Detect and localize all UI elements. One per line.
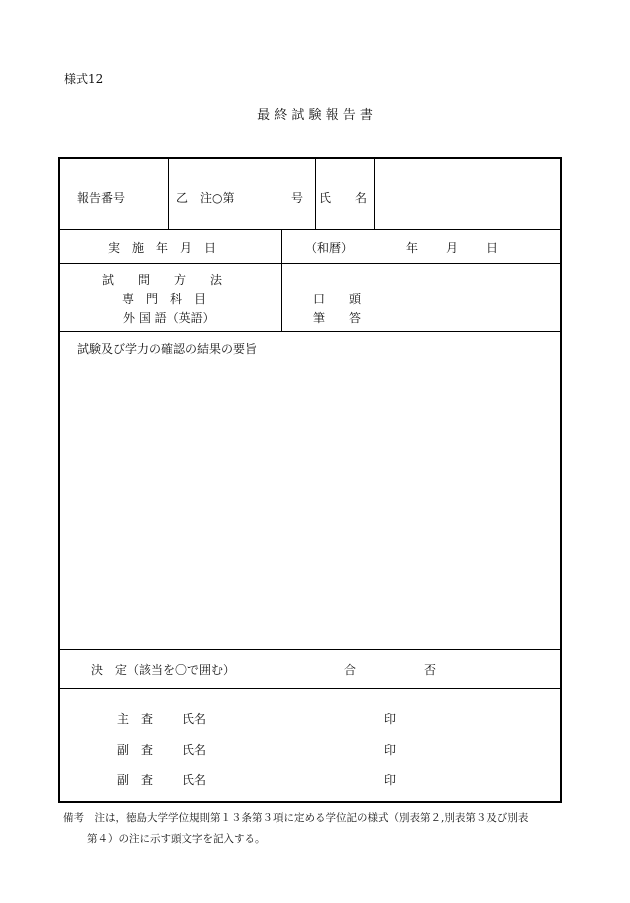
examiner-role: 副 査 — [117, 743, 154, 757]
form-number: 様式12 — [64, 72, 104, 86]
date-day: 日 — [486, 241, 499, 255]
seal-mark: 印 — [384, 712, 397, 726]
date-era: （和暦） — [305, 241, 354, 255]
date-year: 年 — [406, 241, 419, 255]
row-divider — [60, 229, 560, 230]
method-label: 試 問 方 法 — [102, 273, 223, 287]
col-divider — [315, 159, 316, 229]
written-label: 筆 答 — [313, 311, 362, 325]
document-title: 最 終 試 験 報 告 書 — [257, 108, 373, 123]
foreign-language-label: 外 国 語（英語） — [123, 311, 215, 325]
row-divider — [60, 649, 560, 650]
report-number-suffix: 号 — [291, 191, 304, 205]
footnote-line-2: 第４）の注に示す頭文字を記入する。 — [87, 833, 266, 845]
col-divider — [374, 159, 375, 229]
name-field[interactable] — [380, 181, 555, 209]
examiner-role: 主 査 — [117, 712, 154, 726]
examiner-name-label: 氏名 — [182, 773, 207, 787]
row-divider — [60, 688, 560, 689]
row-divider — [60, 263, 560, 264]
col-divider — [281, 229, 282, 331]
seal-mark: 印 — [384, 773, 397, 787]
summary-label: 試験及び学力の確認の結果の要旨 — [77, 342, 258, 356]
examiner-name-label: 氏名 — [182, 743, 207, 757]
report-table — [58, 157, 562, 803]
footnote-line-1: 備考 注は，徳島大学学位規則第１３条第３項に定める学位記の様式（別表第２,別表第３及び別表 — [63, 812, 529, 824]
date-row-label: 実 施 年 月 日 — [108, 241, 217, 255]
name-label: 氏 名 — [319, 191, 368, 205]
summary-area[interactable] — [70, 359, 550, 639]
examiner-role: 副 査 — [117, 773, 154, 787]
seal-mark: 印 — [384, 743, 397, 757]
row-divider — [60, 331, 560, 332]
decision-fail[interactable]: 否 — [424, 663, 437, 677]
oral-label: 口 頭 — [313, 292, 362, 306]
report-number-prefix: 乙 注○第 — [176, 191, 235, 205]
decision-pass[interactable]: 合 — [344, 663, 357, 677]
report-number-label: 報告番号 — [77, 191, 126, 205]
date-month: 月 — [446, 241, 459, 255]
decision-label: 決 定（該当を〇で囲む） — [91, 663, 236, 677]
specialty-label: 専 門 科 目 — [122, 292, 207, 306]
col-divider — [168, 159, 169, 229]
examiner-name-label: 氏名 — [182, 712, 207, 726]
